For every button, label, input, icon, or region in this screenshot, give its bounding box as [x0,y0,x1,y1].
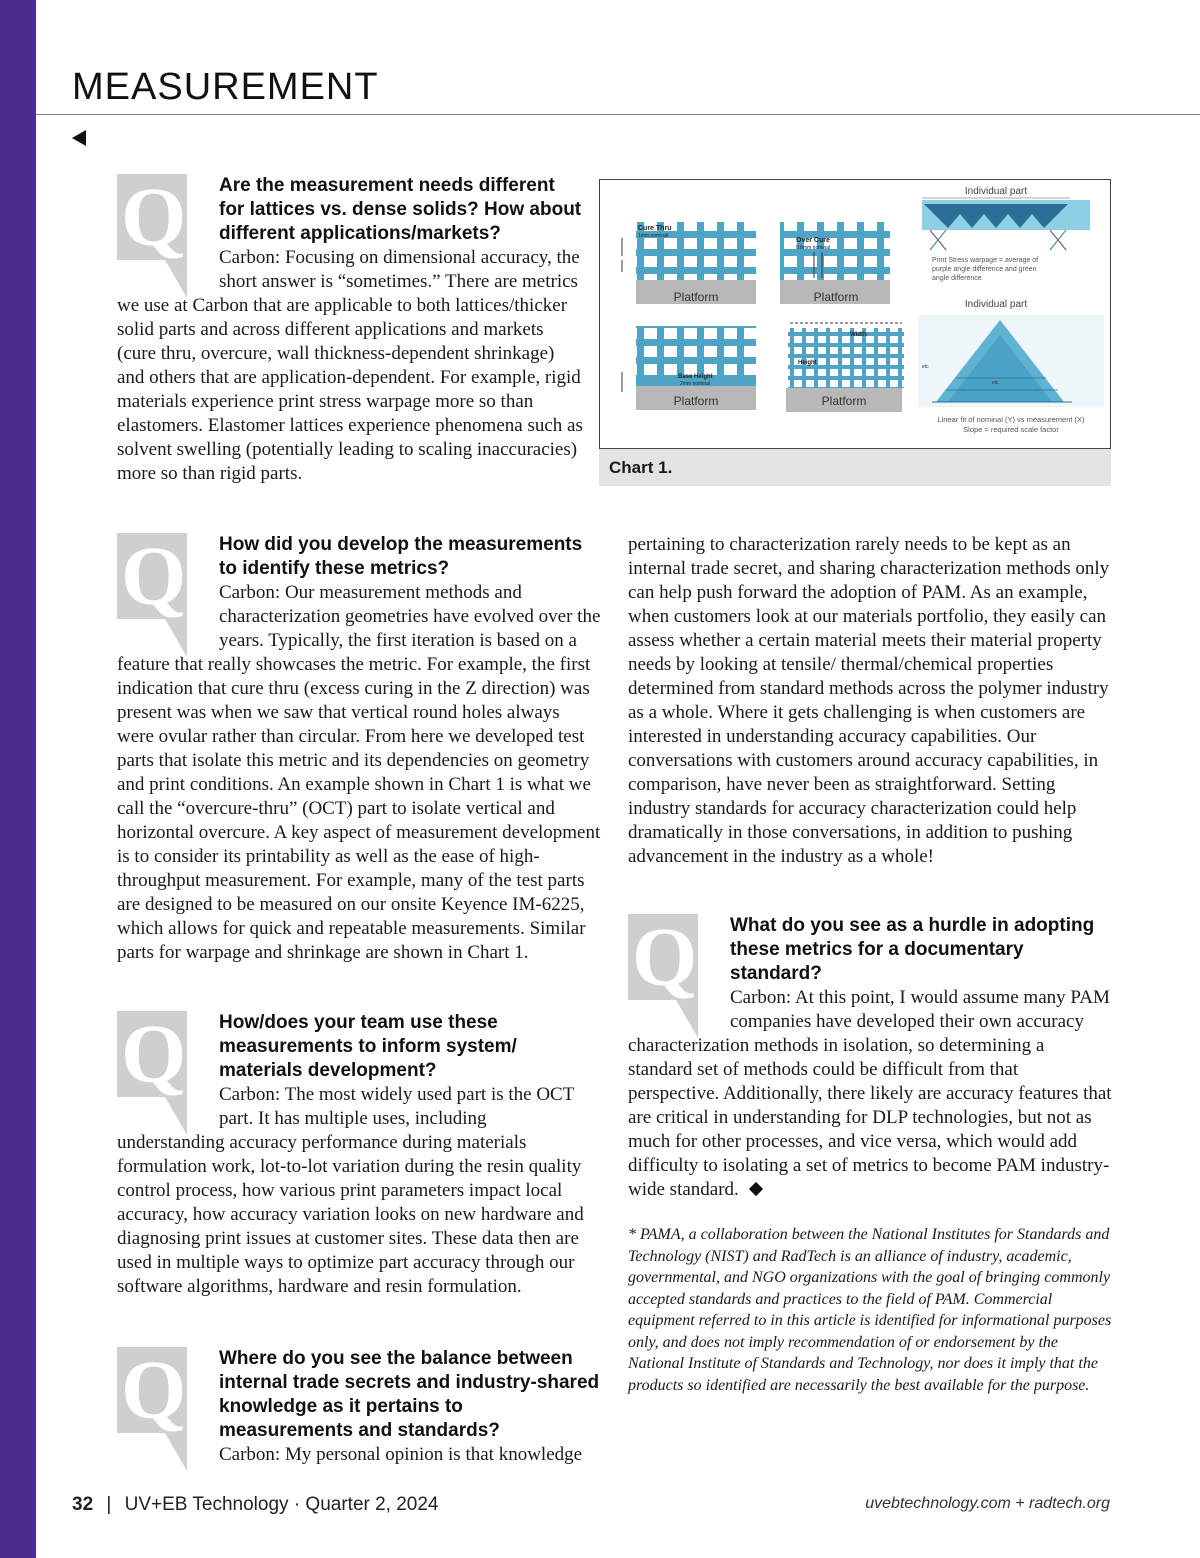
question-heading: What do you see as a hurdle in adopting these metrics for a documentary standard? [730,915,1095,984]
section-title: MEASUREMENT [72,66,379,108]
footer-websites[interactable]: uvebtechnology.com + radtech.org [865,1495,1110,1512]
svg-text:etc: etc [992,380,999,386]
qa-block-5 [628,911,1112,1202]
svg-text:Height: Height [798,360,817,366]
svg-text:Slope = required scale factor: Slope = required scale factor [963,425,1059,434]
footnote: * PAMA, a collaboration between the National Institutes for Standards and Technology (NIST) and RadTech is an alliance of industry, academic, governmental, and NGO organizations with the goal of bringing commonly accepted standards and practices to the field of PAM. Commercial equipment referred to in this article is identified for informational purposes only, and does not imply recommendation of or endorsement by the National Institute of Standards and Technology, nor does it imply that the products so identified are necessarily the best available for the purpose. [628,1226,1112,1394]
end-of-article-diamond-icon [749,1182,763,1196]
shrinkage-part [786,323,904,412]
page-number: 32 [72,1494,94,1515]
publication-name: UV+EB Technology · Quarter 2, 2024 [124,1494,439,1515]
answer-text: Carbon: At this point, I would assume many PAM companies have developed their own accuracy characterization methods in isolation, so determining a standard set of methods could be difficult from that perspective. Additionally, there likely are accuracy features that are critical in understanding for DLP technologies, but not as much for other processes, and vice versa, which would add difficulty to isolating a set of metrics to become PAM industry-wide standard. [628,987,1112,1200]
answer-text: Carbon: The most widely used part is the OCT part. It has multiple uses, including understanding accuracy performance during materials formulation work, lot-to-lot variation during the resin quality control process, how various print parameters impact local accuracy, how accuracy variation looks on new hardware and diagnosing print issues at customer sites. These data then are used in multiple ways to optimize part accuracy through our software algorithms, hardware and resin formulation. [117,1084,584,1297]
footer-publication [72,1494,439,1516]
question-heading: Where do you see the balance between internal trade secrets and industry-shared knowledge as it pertains to measurements and standards? [219,1348,600,1441]
svg-text:Platform: Platform [813,290,859,304]
svg-text:Width: Width [850,332,867,338]
svg-text:Over Cure: Over Cure [796,237,830,244]
qa-block-1 [117,171,585,486]
q-badge-icon: Q [117,1347,203,1467]
question-heading: How did you develop the measurements to identify these metrics? [219,534,583,579]
qa-block-3 [117,1008,593,1299]
warpage-part [922,186,1090,282]
chart-caption: Chart 1. [599,449,1111,486]
qa-block-4 [117,1344,601,1467]
title-rule [36,114,1200,115]
svg-text:1mm nominal: 1mm nominal [638,233,669,239]
answer-text: Carbon: Our measurement methods and characterization geometries have evolved over the years. Typically, the first iteration is based on a feature that really showcases the metric. For example, the first indication that cure thru (excess curing in the Z direction) was present was when we saw that vertical round holes always were ovular rather than circular. From here we developed test parts that isolate this metric and its dependencies on geometry and print conditions. An example shown in Chart 1 is what we call the “overcure-thru” (OCT) part to isolate vertical and horizontal overcure. A key aspect of measurement development is to consider its printability as well as the ease of high-throughput measurement. For example, many of the test parts are designed to be measured on our onsite Keyence IM-6225, which allows for quick and repeatable measurements. Similar parts for warpage and shrinkage are shown in Chart 1. [117,582,601,963]
question-heading: Are the measurement needs different for lattices vs. dense solids? How about different applications/markets? [219,175,582,244]
qa-block-2 [117,530,601,965]
svg-text:Print Stress warpage = average: Print Stress warpage = average of [932,257,1039,264]
svg-text:Platform: Platform [821,394,867,408]
svg-text:angle difference: angle difference [932,275,982,282]
answer-text: Carbon: My personal opinion is that knowledge [219,1444,583,1465]
answer-text: Carbon: Focusing on dimensional accuracy, the short answer is “sometimes.” There are metrics we use at Carbon that are applicable to both lattices/thicker solid parts and across different applications and markets (cure thru, overcure, wall thickness-dependent shrinkage) and others that are application-dependent. For example, rigid materials experience print stress warpage more so than elastomers. Elastomer lattices experience phenomena such as solvent swelling (potentially leading to scaling inaccuracies) more so than rigid parts. [117,247,583,484]
svg-text:Individual part: Individual part [964,186,1028,197]
svg-text:Platform: Platform [673,394,719,408]
chart-figure [599,179,1111,486]
svg-text:Base Height: Base Height [678,374,713,380]
q-badge-icon: Q [628,914,714,1034]
sidebar-accent-bar [0,0,36,1558]
q-badge-icon: Q [117,1011,203,1131]
continued-answer-text: pertaining to characterization rarely needs to be kept as an internal trade secret, and sharing characterization methods only can help push forward the adoption of PAM. As an example, when customers look at our materials portfolio, they easily can assess whether a certain material meets their material property needs by looking at tensile/ thermal/chemical properties determined from standard methods across the polymer industry as a whole. Where it gets challenging is when customers are interested in understanding accuracy capabilities. Our conversations with customers around accuracy capabilities, in comparison, have never been as straightforward. Setting industry standards for accuracy characterization could help dramatically in those conversations, in addition to pushing advancement in the industry as a whole! [628,534,1110,867]
base-height-part [622,326,756,410]
svg-text:Cure Thru: Cure Thru [638,225,672,232]
cure-thru-part [622,222,756,304]
svg-text:Individual part: Individual part [964,299,1028,310]
question-heading: How/does your team use these measurements to inform system/ materials development? [219,1012,517,1081]
pyramid-part [918,299,1104,434]
footer-separator: | [106,1494,112,1515]
test-parts-diagram [600,180,1110,448]
svg-text:etc: etc [922,364,929,370]
q-badge-icon: Q [117,533,203,653]
back-arrow-icon[interactable] [72,130,86,146]
svg-text:Platform: Platform [673,290,719,304]
svg-text:purple angle difference and gr: purple angle difference and green [932,266,1037,273]
svg-text:0.8mm nominal: 0.8mm nominal [796,245,831,251]
svg-text:2mm nominal: 2mm nominal [680,381,711,387]
q-badge-icon: Q [117,174,203,294]
chart-image [599,179,1111,449]
over-cure-part [780,222,890,304]
svg-text:Linear fit of nominal (Y) vs m: Linear fit of nominal (Y) vs measurement (X) [937,415,1085,424]
